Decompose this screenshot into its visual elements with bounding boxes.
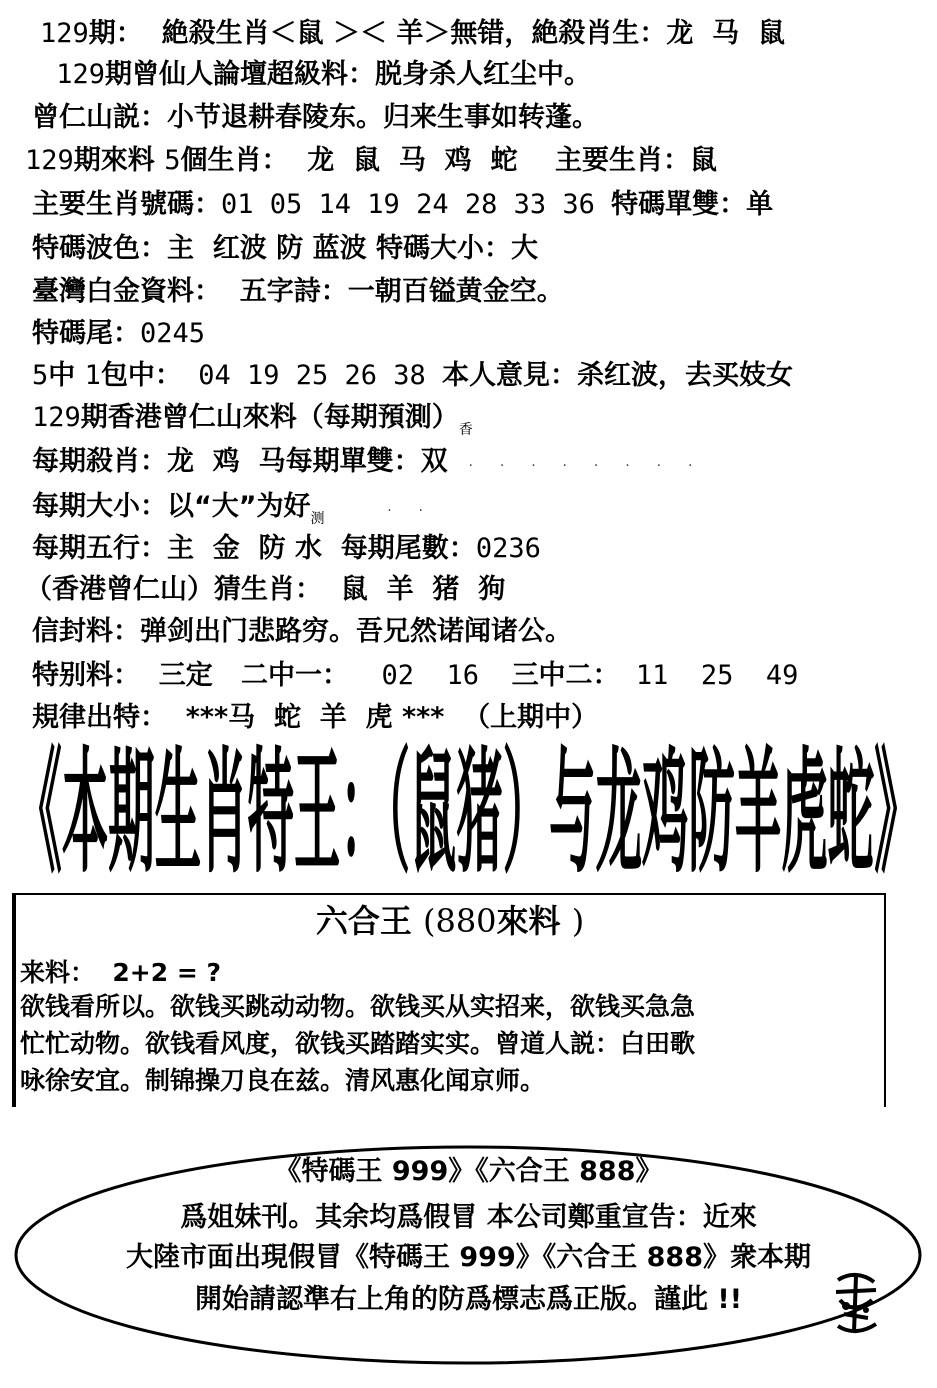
box-line: 忙忙动物。欲钱看风度，欲钱买踏踏实实。曾道人説：白田歌 <box>20 1029 696 1058</box>
text-segment: 期香港曾仁山來料（每期預測） <box>80 402 459 433</box>
text-segment: · · <box>324 503 430 519</box>
box-title-number: (880 <box>422 902 497 940</box>
text-line <box>32 612 937 652</box>
text-segment: 中 <box>48 360 85 391</box>
text-segment: 特碼波色：主 红波 防 蓝波 特碼大小：大 <box>32 233 538 264</box>
box-line: 欲钱看所以。欲钱买跳动动物。欲钱买从实招来，欲钱买急急 <box>20 992 696 1021</box>
text-line <box>40 14 937 54</box>
text-segment: （香港曾仁山）猜生肖： 鼠 羊 猪 狗 <box>25 574 506 605</box>
text-segment: 每期殺肖：龙 鸡 马每期單雙：双 <box>32 446 448 477</box>
text-line <box>40 55 937 95</box>
text-segment: 三中二： <box>511 660 620 691</box>
text-segment: 規律出特： ***马 蛇 羊 虎 *** （上期中） <box>32 702 599 733</box>
text-segment: 香 <box>458 422 473 438</box>
text-line <box>32 529 937 569</box>
text-line <box>32 698 937 738</box>
text-segment: · · · · · · · · <box>447 458 699 474</box>
text-segment: 特碼單雙：单 <box>611 189 774 220</box>
text-segment: 11 25 49 <box>619 660 799 691</box>
text-segment: 特碼尾： <box>32 318 140 349</box>
text-segment: 每期五行：主 金 防 水 每期尾數： <box>32 533 476 564</box>
text-segment: 0245 <box>140 318 206 349</box>
box-line: 咏徐安宜。制锦操刀良在兹。清风惠化闻京师。 <box>20 1066 546 1095</box>
headline-text: 《本期生肖特王：（鼠猪）与龙鸡防羊虎蛇》 <box>15 738 921 888</box>
notice-line: 開始請認準右上角的防爲標志爲正版。謹此 !! <box>194 1284 743 1315</box>
text-segment: 02 16 <box>349 660 512 691</box>
text-segment: 臺灣白金資料： 五字詩：一朝百镒黄金空。 <box>32 276 564 307</box>
text-line <box>32 398 937 438</box>
text-segment: 每期大小：以“大”为好 <box>32 491 311 522</box>
text-line <box>32 272 937 312</box>
text-line <box>32 185 937 225</box>
text-segment: 01 05 14 19 24 28 33 36 <box>221 189 612 220</box>
text-segment: 期來料 <box>73 145 165 176</box>
text-line <box>32 229 937 269</box>
authenticity-stamp-icon <box>830 1270 882 1338</box>
text-line <box>32 98 937 138</box>
notice-line: 《特碼王 999》《六合王 888》 <box>274 1156 663 1187</box>
box-title-close: ) <box>571 902 585 940</box>
notice-line: 大陸市面出現假冒《特碼王 999》《六合王 888》衆本期 <box>125 1242 812 1273</box>
text-segment: 129 <box>40 18 89 49</box>
text-line <box>32 356 937 396</box>
text-segment: 5 <box>32 360 49 391</box>
text-segment: 测 <box>310 511 325 527</box>
text-segment: 特别料： 三定 二中一： <box>32 660 349 691</box>
text-line <box>32 442 937 482</box>
notice-ellipse <box>0 1140 937 1370</box>
headline-banner <box>0 738 937 888</box>
text-segment: 129 <box>40 59 106 90</box>
text-segment: 主要生肖號碼： <box>32 189 221 220</box>
text-segment: 期： 絶殺生肖＜鼠 ＞＜ 羊＞無错，絶殺肖生：龙 马 鼠 <box>88 18 785 49</box>
text-segment: 129 <box>32 402 81 433</box>
text-segment: 本人意見：杀红波，去买妓女 <box>442 360 794 391</box>
headline-svg <box>0 738 937 888</box>
box-line: 来料： 2+2 = ? <box>20 958 222 987</box>
box-title <box>16 899 884 943</box>
notice-line: 爲姐妹刊。其余均爲假冒 本公司鄭重宣告：近來 <box>180 1202 757 1233</box>
text-segment: 信封料：弹剑出门悲路穷。吾兄然诺闻诸公。 <box>32 616 572 647</box>
text-segment: 包中： <box>100 360 182 391</box>
text-line <box>25 570 937 610</box>
text-line <box>32 314 937 354</box>
liuhe-wang-box <box>12 893 886 1107</box>
text-line <box>25 141 937 181</box>
text-segment: 1 <box>84 360 101 391</box>
text-segment: 曾仁山説：小节退耕春陵东。归来生事如转蓬。 <box>32 102 599 133</box>
box-title-source: 來料 <box>496 902 561 940</box>
text-segment: 129 <box>25 145 74 176</box>
text-segment: 期曾仙人論壇超級料：脱身杀人红尘中。 <box>105 59 592 90</box>
text-segment: 0236 <box>475 533 541 564</box>
text-line <box>32 656 937 696</box>
box-title-name: 六合王 <box>315 902 412 940</box>
text-segment: 個生肖： 龙 鼠 马 鸡 蛇 主要生肖：鼠 <box>180 145 718 176</box>
text-line <box>32 487 937 527</box>
text-segment: 04 19 25 26 38 <box>181 360 443 391</box>
text-segment: 5 <box>164 145 181 176</box>
